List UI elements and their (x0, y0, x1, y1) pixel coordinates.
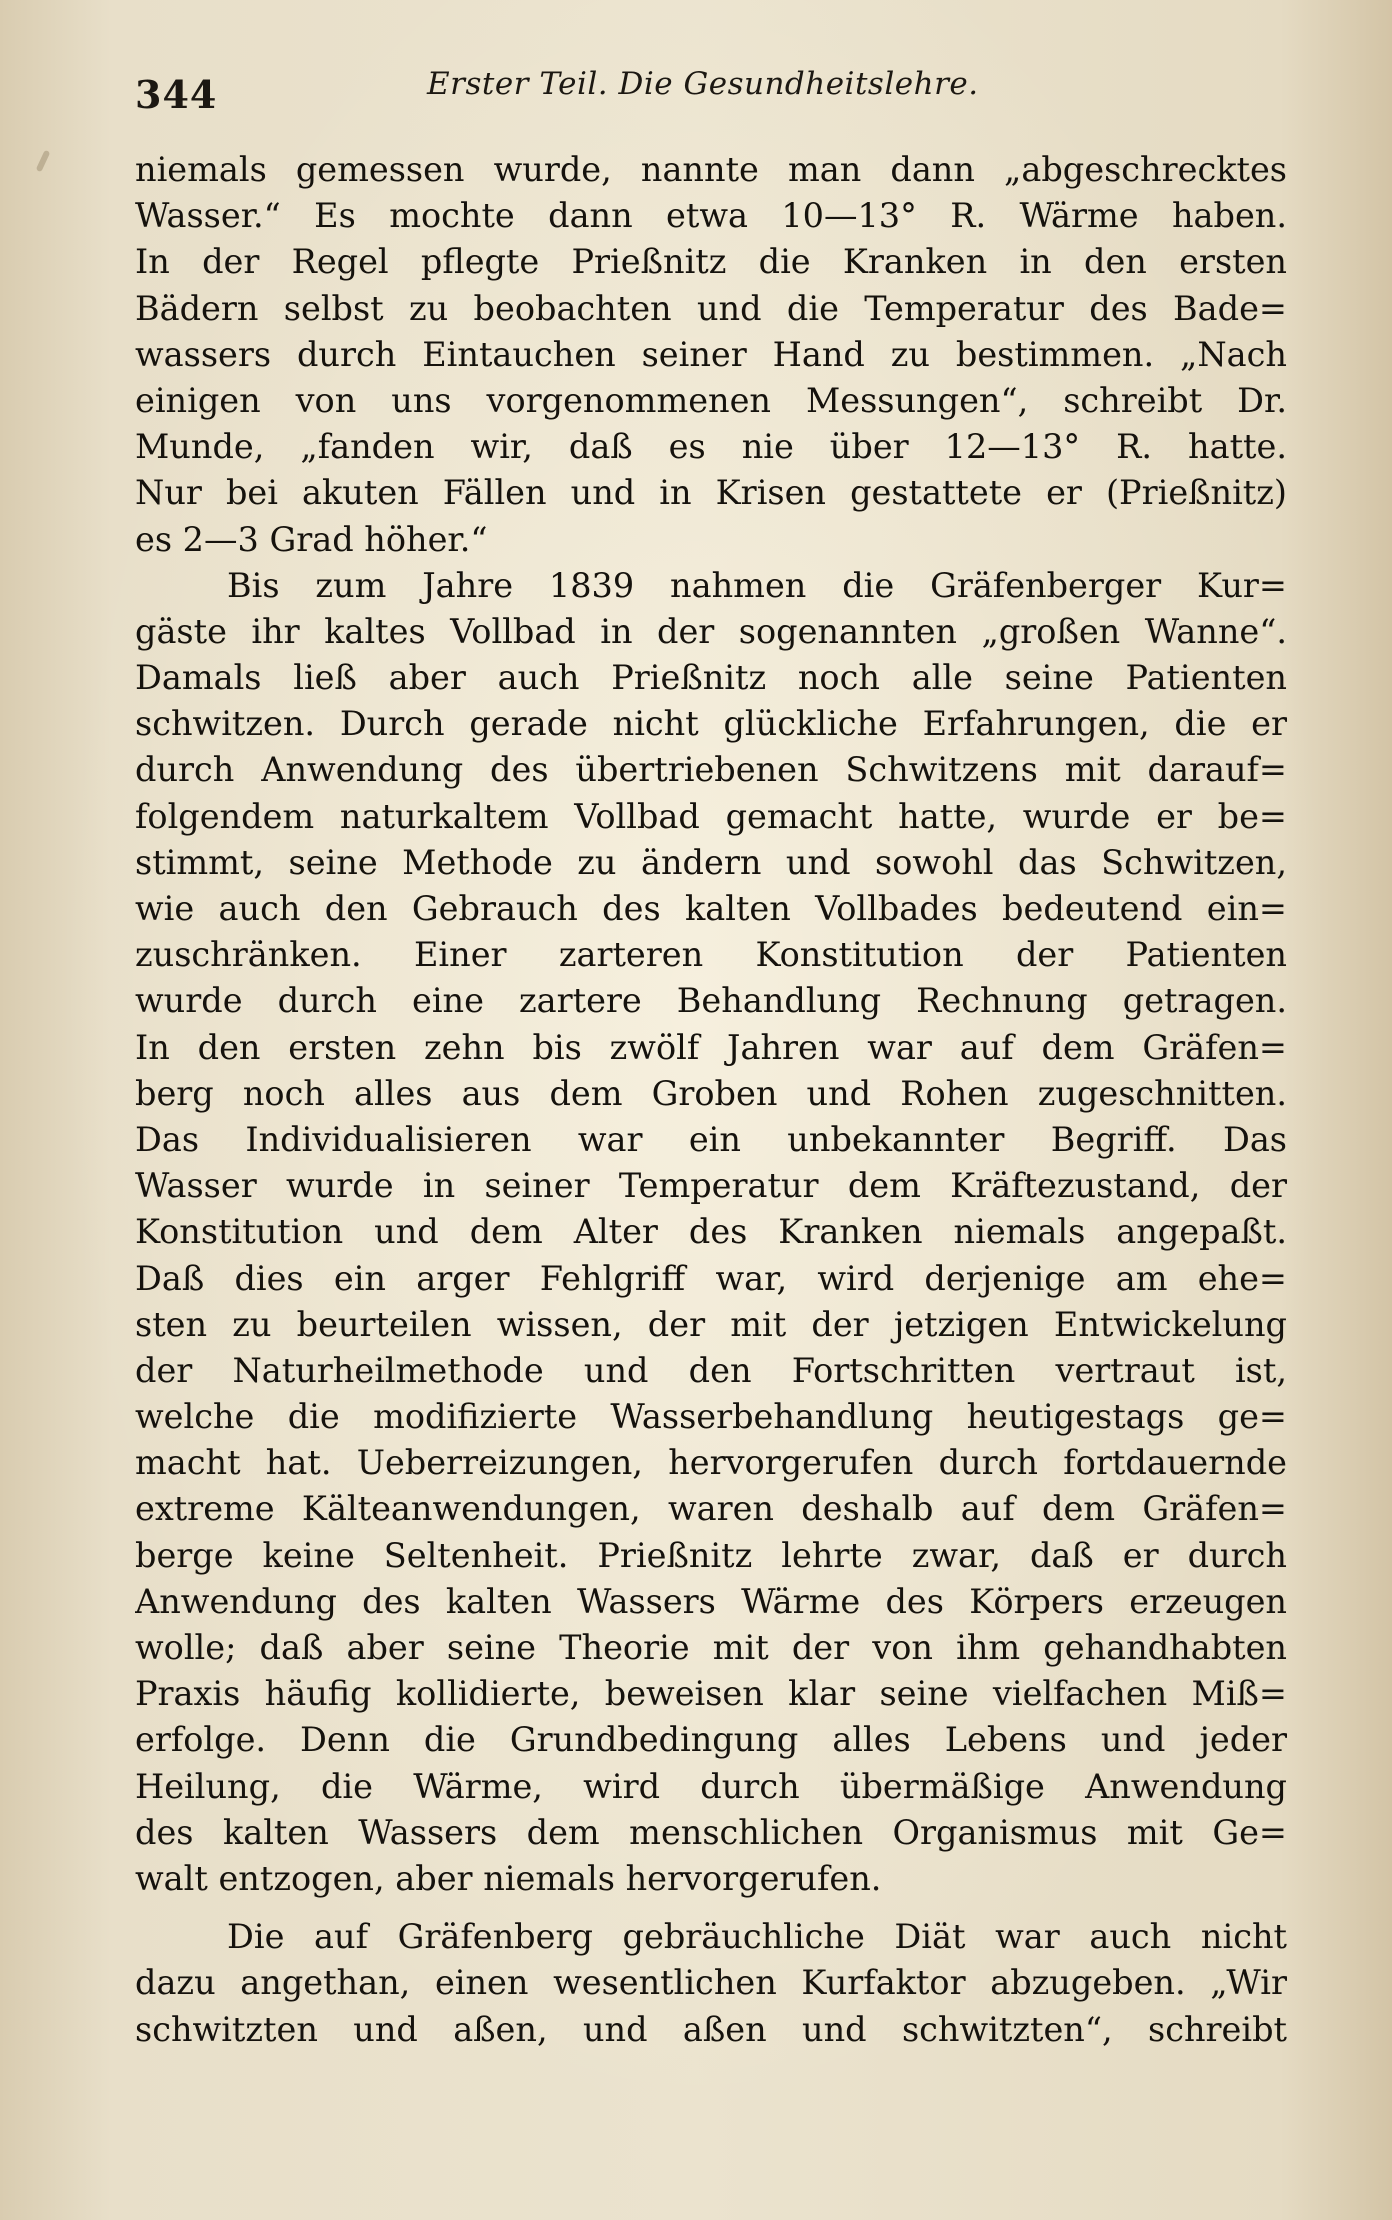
text-line: des kalten Wassers dem menschlichen Organismus mit Ge= (135, 1812, 1287, 1852)
text-line: Munde, „fanden wir, daß es nie über 12—13° R. hatte. (135, 427, 1287, 467)
text-line: Anwendung des kalten Wassers Wärme des Körpers erzeugen (135, 1581, 1287, 1621)
text-line: schwitzen. Durch gerade nicht glückliche Erfahrungen, die er (135, 704, 1287, 744)
text-line: Konstitution und dem Alter des Kranken niemals angepaßt. (135, 1212, 1287, 1252)
text-line: In der Regel pflegte Prießnitz die Kranken in den ersten (135, 242, 1287, 282)
text-line: Das Individualisieren war ein unbekannter Begriff. Das (135, 1119, 1287, 1159)
text-line: Wasser wurde in seiner Temperatur dem Kräftezustand, der (135, 1166, 1287, 1206)
text-line: Bädern selbst zu beobachten und die Temperatur des Bade= (135, 288, 1287, 328)
text-line: zuschränken. Einer zarteren Konstitution der Patienten (135, 935, 1287, 975)
paragraph-gap (135, 1902, 1287, 1914)
text-line: Heilung, die Wärme, wird durch übermäßige Anwendung (135, 1766, 1287, 1806)
text-line: walt entzogen, aber niemals hervorgerufen. (135, 1858, 882, 1898)
body-text (135, 147, 1287, 2053)
text-line: Die auf Gräfenberg gebräuchliche Diät war auch nicht (227, 1917, 1287, 1957)
text-line: durch Anwendung des übertriebenen Schwitzens mit darauf= (135, 750, 1287, 790)
text-line: Wasser.“ Es mochte dann etwa 10—13° R. Wärme haben. (135, 196, 1287, 236)
text-line: In den ersten zehn bis zwölf Jahren war auf dem Gräfen= (135, 1027, 1287, 1067)
page-number: 344 (135, 72, 218, 117)
text-line: erfolge. Denn die Grundbedingung alles Lebens und jeder (135, 1720, 1287, 1760)
text-line: einigen von uns vorgenommenen Messungen“, schreibt Dr. (135, 380, 1287, 420)
text-line: wurde durch eine zartere Behandlung Rechnung getragen. (135, 981, 1287, 1021)
text-line: folgendem naturkaltem Vollbad gemacht hatte, wurde er be= (135, 796, 1287, 836)
text-line: Praxis häufig kollidierte, beweisen klar seine vielfachen Miß= (135, 1674, 1287, 1714)
text-line: berge keine Seltenheit. Prießnitz lehrte zwar, daß er durch (135, 1535, 1287, 1575)
text-line: welche die modifizierte Wasserbehandlung heutigestags ge= (135, 1397, 1287, 1437)
text-line: sten zu beurteilen wissen, der mit der jetzigen Entwickelung (135, 1304, 1287, 1344)
text-line: Nur bei akuten Fällen und in Krisen gestattete er (Prießnitz) (135, 473, 1287, 513)
text-line: macht hat. Ueberreizungen, hervorgerufen durch fortdauernde (135, 1443, 1287, 1483)
margin-smudge (36, 150, 51, 172)
text-line: gäste ihr kaltes Vollbad in der sogenannten „großen Wanne“. (135, 611, 1287, 651)
running-head: Erster Teil. Die Gesundheitslehre. (427, 66, 979, 102)
text-line: dazu angethan, einen wesentlichen Kurfaktor abzugeben. „Wir (135, 1963, 1287, 2003)
text-line: der Naturheilmethode und den Fortschritten vertraut ist, (135, 1350, 1287, 1390)
text-line: wassers durch Eintauchen seiner Hand zu bestimmen. „Nach (135, 334, 1287, 374)
text-line: wolle; daß aber seine Theorie mit der von ihm gehandhabten (135, 1628, 1287, 1667)
text-line: niemals gemessen wurde, nannte man dann „abgeschrecktes (135, 150, 1287, 189)
page-header (135, 62, 1285, 122)
text-line: Damals ließ aber auch Prießnitz noch alle seine Patienten (135, 658, 1287, 698)
text-line: stimmt, seine Methode zu ändern und sowohl das Schwitzen, (135, 842, 1287, 882)
text-line: Bis zum Jahre 1839 nahmen die Gräfenberger Kur= (227, 565, 1287, 605)
text-line: berg noch alles aus dem Groben und Rohen zugeschnitten. (135, 1073, 1287, 1113)
text-line: extreme Kälteanwendungen, waren deshalb auf dem Gräfen= (135, 1489, 1287, 1529)
text-line: schwitzten und aßen, und aßen und schwitzten“, schreibt (135, 2009, 1287, 2049)
text-line: wie auch den Gebrauch des kalten Vollbades bedeutend ein= (135, 889, 1287, 928)
text-line: Daß dies ein arger Fehlgriff war, wird derjenige am ehe= (135, 1258, 1287, 1298)
text-line: es 2—3 Grad höher.“ (135, 519, 488, 559)
